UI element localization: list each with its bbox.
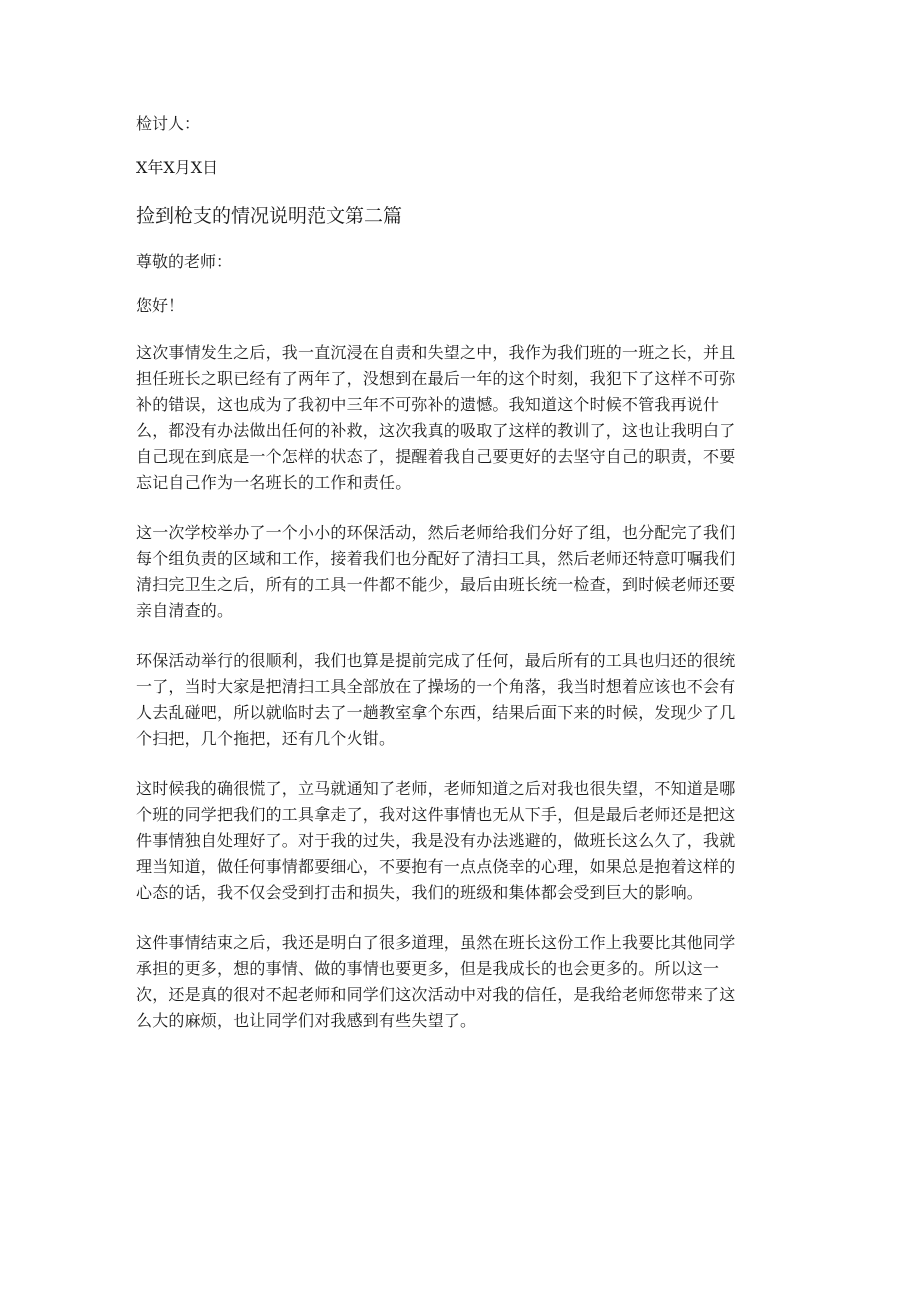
paragraph-line: 次，还是真的很对不起老师和同学们这次活动中对我的信任，是我给老师您带来了这	[136, 985, 736, 1004]
paragraph-line: 清扫完卫生之后，所有的工具一件都不能少，最后由班长统一检查，到时候老师还要	[136, 575, 736, 594]
section-title: 捡到枪支的情况说明范文第二篇	[136, 205, 403, 227]
paragraph-line: 每个组负责的区域和工作，接着我们也分配好了清扫工具，然后老师还特意叮嘱我们	[136, 549, 736, 568]
paragraph-line: 这一次学校举办了一个小小的环保活动，然后老师给我们分好了组，也分配完了我们	[136, 523, 736, 542]
paragraph-line: 环保活动举行的很顺利，我们也算是提前完成了任何，最后所有的工具也归还的很统	[136, 651, 736, 670]
paragraph	[136, 340, 776, 496]
paragraph-line: 承担的更多，想的事情、做的事情也要更多，但是我成长的也会更多的。所以这一	[136, 959, 720, 978]
paragraph-line: 亲自清查的。	[136, 601, 234, 620]
greeting: 您好！	[136, 296, 185, 315]
paragraph-line: 补的错误，这也成为了我初中三年不可弥补的遗憾。我知道这个时候不管我再说什	[136, 395, 720, 414]
paragraph	[136, 648, 776, 752]
paragraph-line: 自己现在到底是一个怎样的状态了，提醒着我自己要更好的去坚守自己的职责，不要	[136, 447, 736, 466]
paragraph-line: 担任班长之职已经有了两年了，没想到在最后一年的这个时刻，我犯下了这样不可弥	[136, 369, 736, 388]
paragraph-line: 个扫把，几个拖把，还有几个火钳。	[136, 729, 396, 748]
paragraph-line: 这次事情发生之后，我一直沉浸在自责和失望之中，我作为我们班的一班之长，并且	[136, 343, 736, 362]
paragraph-line: 这时候我的确很慌了，立马就通知了老师，老师知道之后对我也很失望，不知道是哪	[136, 779, 736, 798]
paragraph-line: 一了，当时大家是把清扫工具全部放在了操场的一个角落，我当时想着应该也不会有	[136, 677, 736, 696]
paragraph-line: 理当知道，做任何事情都要细心，不要抱有一点点侥幸的心理，如果总是抱着这样的	[136, 857, 736, 876]
paragraph	[136, 776, 776, 906]
paragraph-line: 人去乱碰吧，所以就临时去了一趟教室拿个东西，结果后面下来的时候，发现少了几	[136, 703, 736, 722]
date-text: X年X月X日	[136, 158, 219, 177]
paragraph-line: 么，都没有办法做出任何的补救，这次我真的吸取了这样的教训了，这也让我明白了	[136, 421, 736, 440]
signer-label: 检讨人：	[136, 114, 201, 133]
paragraph-line: 个班的同学把我们的工具拿走了，我对这件事情也无从下手，但是最后老师还是把这	[136, 805, 736, 824]
paragraph	[136, 930, 776, 1034]
paragraph	[136, 520, 776, 624]
document-page	[136, 112, 776, 1058]
paragraph-line: 心态的话，我不仅会受到打击和损失，我们的班级和集体都会受到巨大的影响。	[136, 883, 704, 902]
paragraph-line: 忘记自己作为一名班长的工作和责任。	[136, 473, 412, 492]
salutation: 尊敬的老师：	[136, 252, 233, 271]
paragraph-line: 这件事情结束之后，我还是明白了很多道理，虽然在班长这份工作上我要比其他同学	[136, 933, 736, 952]
paragraph-line: 件事情独自处理好了。对于我的过失，我是没有办法逃避的，做班长这么久了，我就	[136, 831, 736, 850]
paragraph-line: 么大的麻烦，也让同学们对我感到有些失望了。	[136, 1011, 477, 1030]
